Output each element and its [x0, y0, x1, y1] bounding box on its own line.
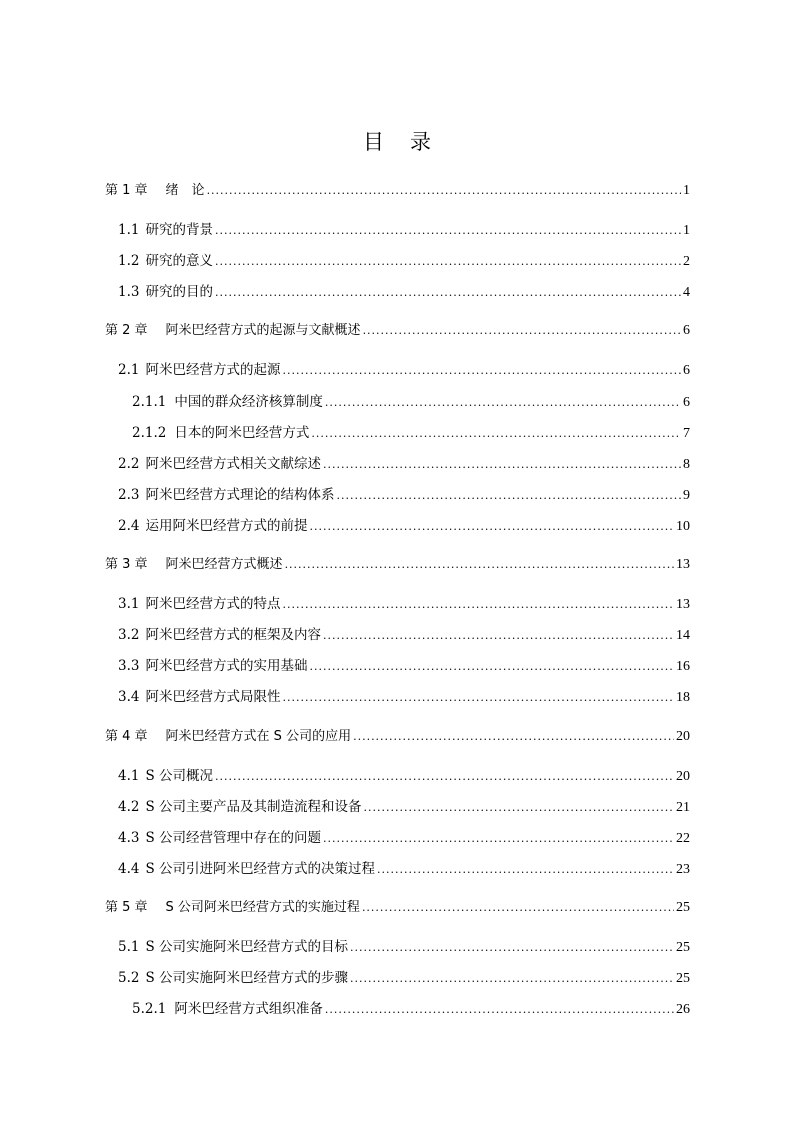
toc-page-number: 20: [676, 729, 690, 744]
toc-page-number: 9: [683, 488, 690, 503]
toc-label: 阿米巴经营方式组织准备: [174, 1001, 323, 1017]
leader-dots: [323, 830, 674, 848]
toc-label: 阿米巴经营方式相关文献综述: [145, 456, 321, 472]
toc-label: S 公司主要产品及其制造流程和设备: [145, 799, 362, 815]
toc-number: 2.2: [118, 456, 140, 472]
leader-dots: [336, 487, 681, 505]
leader-dots: [207, 182, 681, 200]
leader-dots: [282, 596, 674, 614]
toc-label: 绪 论: [165, 183, 205, 198]
toc-page-number: 22: [676, 831, 690, 846]
leader-dots: [215, 253, 681, 271]
toc-number: 3.3: [118, 658, 140, 674]
toc-label: S 公司经营管理中存在的问题: [145, 830, 322, 846]
toc-section-2-1[interactable]: [118, 361, 690, 380]
toc-number: 2.1.1: [132, 394, 167, 410]
toc-label: 中国的群众经济核算制度: [174, 394, 323, 410]
toc-number: 2.1.2: [132, 425, 167, 441]
toc-number: 2.3: [118, 487, 140, 503]
toc-number: 2.4: [118, 518, 140, 534]
toc-label: S 公司实施阿米巴经营方式的步骤: [145, 970, 349, 986]
toc-section-2-2[interactable]: [118, 455, 690, 474]
leader-dots: [282, 689, 674, 707]
toc-label: 日本的阿米巴经营方式: [174, 425, 310, 441]
toc-label: 阿米巴经营方式的起源: [145, 362, 281, 378]
toc-section-1-3[interactable]: [118, 283, 690, 302]
toc-label: 阿米巴经营方式概述: [165, 557, 283, 572]
toc-page-number: 25: [676, 940, 690, 955]
toc-page-number: 4: [683, 285, 690, 300]
toc-section-3-2[interactable]: [118, 626, 690, 645]
toc-number: 第 5 章: [105, 900, 148, 915]
toc-chapter-1[interactable]: [105, 182, 690, 200]
toc-section-1-1[interactable]: [118, 221, 690, 240]
toc-section-3-1[interactable]: [118, 595, 690, 614]
leader-dots: [363, 322, 681, 340]
toc-page-number: 20: [676, 769, 690, 784]
toc-number: 3.2: [118, 627, 140, 643]
toc-page-number: 21: [676, 800, 690, 815]
toc-label: 阿米巴经营方式在 S 公司的应用: [165, 729, 352, 744]
toc-number: 4.1: [118, 768, 140, 784]
leader-dots: [350, 939, 674, 957]
toc-page-number: 6: [683, 363, 690, 378]
toc-number: 4.2: [118, 799, 140, 815]
toc-label: 阿米巴经营方式的起源与文献概述: [165, 323, 361, 338]
toc-label: 阿米巴经营方式的特点: [145, 596, 281, 612]
toc-section-2-4[interactable]: [118, 517, 690, 536]
toc-chapter-4[interactable]: [105, 728, 690, 746]
toc-page-number: 23: [676, 862, 690, 877]
toc-number: 5.1: [118, 939, 140, 955]
toc-number: 第 4 章: [105, 729, 148, 744]
toc-section-3-4[interactable]: [118, 688, 690, 707]
toc-section-4-2[interactable]: [118, 798, 690, 817]
toc-page-number: 6: [683, 395, 690, 410]
toc-number: 第 1 章: [105, 183, 148, 198]
leader-dots: [377, 861, 674, 879]
leader-dots: [325, 394, 681, 412]
toc-page-number: 1: [683, 223, 690, 238]
toc-chapter-5[interactable]: [105, 899, 690, 917]
toc-subsection-5-2-1[interactable]: [132, 1000, 690, 1019]
toc-section-4-1[interactable]: [118, 767, 690, 786]
toc-label: 阿米巴经营方式的框架及内容: [145, 627, 321, 643]
toc-subsection-2-1-2[interactable]: [132, 424, 690, 443]
leader-dots: [362, 899, 674, 917]
toc-page-number: 6: [683, 323, 690, 338]
toc-number: 第 2 章: [105, 323, 148, 338]
toc-page-number: 2: [683, 254, 690, 269]
toc-label: S 公司概况: [145, 768, 214, 784]
toc-label: 研究的意义: [145, 253, 213, 269]
toc-page-number: 7: [683, 426, 690, 441]
toc-page-number: 13: [676, 557, 690, 572]
toc-number: 第 3 章: [105, 557, 148, 572]
leader-dots: [311, 425, 681, 443]
toc-section-5-2[interactable]: [118, 969, 690, 988]
toc-page-number: 10: [676, 519, 690, 534]
leader-dots: [309, 518, 674, 536]
toc-number: 3.4: [118, 689, 140, 705]
toc-page-number: 1: [683, 183, 690, 198]
toc-chapter-2[interactable]: [105, 322, 690, 340]
toc-page-number: 26: [676, 1002, 690, 1017]
toc-number: 3.1: [118, 596, 140, 612]
title-char: 目: [363, 130, 384, 154]
toc-label: 阿米巴经营方式理论的结构体系: [145, 487, 335, 503]
toc-label: 阿米巴经营方式局限性: [145, 689, 281, 705]
toc-label: 阿米巴经营方式的实用基础: [145, 658, 308, 674]
toc-label: 研究的背景: [145, 222, 213, 238]
toc-section-5-1[interactable]: [118, 938, 690, 957]
toc-section-4-4[interactable]: [118, 860, 690, 879]
title-char: 录: [410, 130, 431, 154]
toc-section-1-2[interactable]: [118, 252, 690, 271]
toc-label: 研究的目的: [145, 284, 213, 300]
toc-label: S 公司引进阿米巴经营方式的决策过程: [145, 861, 376, 877]
leader-dots: [215, 284, 681, 302]
toc-section-2-3[interactable]: [118, 486, 690, 505]
leader-dots: [364, 799, 674, 817]
toc-section-3-3[interactable]: [118, 657, 690, 676]
toc-subsection-2-1-1[interactable]: [132, 393, 690, 412]
toc-page-number: 18: [676, 690, 690, 705]
toc-number: 5.2.1: [132, 1001, 167, 1017]
leader-dots: [325, 1001, 674, 1019]
toc-number: 5.2: [118, 970, 140, 986]
leader-dots: [282, 362, 681, 380]
toc-number: 4.4: [118, 861, 140, 877]
toc-number: 1.1: [118, 222, 140, 238]
leader-dots: [215, 768, 674, 786]
leader-dots: [323, 627, 674, 645]
leader-dots: [285, 556, 674, 574]
toc-chapter-3[interactable]: [105, 556, 690, 574]
leader-dots: [353, 728, 674, 746]
toc-page-number: 25: [676, 971, 690, 986]
toc-page-number: 8: [683, 457, 690, 472]
leader-dots: [323, 456, 681, 474]
leader-dots: [350, 970, 674, 988]
toc-label: S 公司实施阿米巴经营方式的目标: [145, 939, 349, 955]
toc-page-number: 14: [676, 628, 690, 643]
toc-label: 运用阿米巴经营方式的前提: [145, 518, 308, 534]
toc-number: 4.3: [118, 830, 140, 846]
toc-section-4-3[interactable]: [118, 829, 690, 848]
leader-dots: [309, 658, 674, 676]
leader-dots: [215, 222, 681, 240]
toc-number: 1.2: [118, 253, 140, 269]
toc-page-number: 25: [676, 900, 690, 915]
toc-page-number: 16: [676, 659, 690, 674]
toc-number: 1.3: [118, 284, 140, 300]
toc-label: S 公司阿米巴经营方式的实施过程: [165, 900, 360, 915]
toc-number: 2.1: [118, 362, 140, 378]
toc-page-number: 13: [676, 597, 690, 612]
